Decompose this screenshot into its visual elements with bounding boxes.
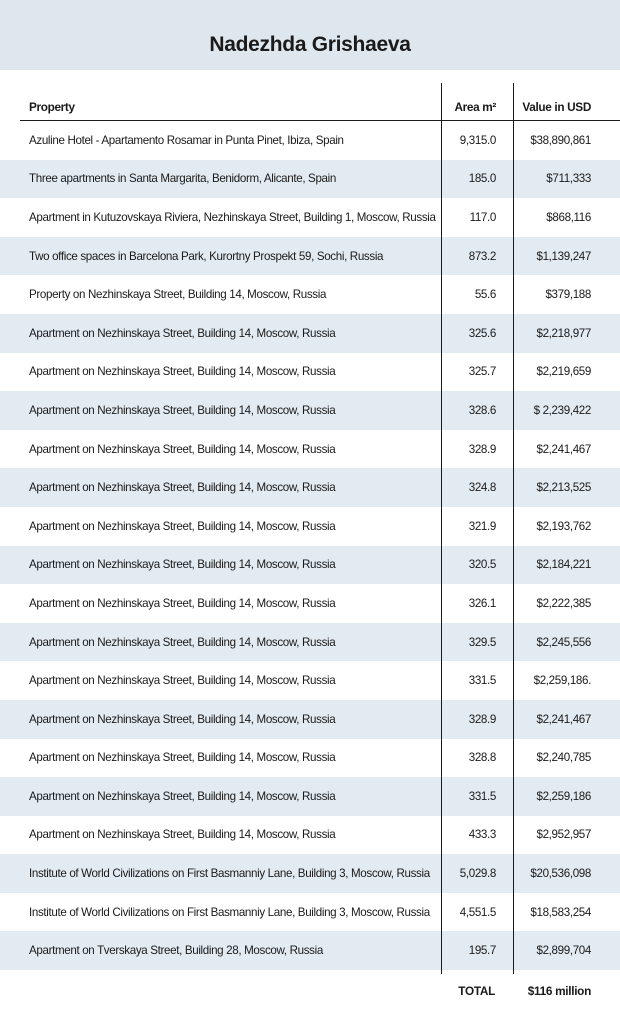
value-cell: $711,333 — [546, 172, 591, 186]
property-table — [0, 83, 620, 970]
property-cell: Apartment on Nezhinskaya Street, Building 14, Moscow, Russia — [29, 481, 336, 495]
total-row — [0, 984, 620, 998]
table-row — [0, 237, 620, 276]
value-cell: $18,583,254 — [530, 905, 591, 919]
value-cell: $2,222,385 — [536, 596, 591, 610]
value-cell: $2,193,762 — [536, 519, 591, 533]
value-cell: $2,184,221 — [536, 558, 591, 572]
property-cell: Two office spaces in Barcelona Park, Kurortny Prospekt 59, Sochi, Russia — [29, 249, 384, 263]
table-row — [0, 430, 620, 469]
value-cell: $2,259,186. — [533, 674, 591, 688]
table-row — [0, 623, 620, 662]
property-cell: Apartment on Nezhinskaya Street, Building 14, Moscow, Russia — [29, 751, 336, 765]
area-cell: 4,551.5 — [459, 905, 496, 919]
header-property: Property — [29, 100, 75, 114]
area-cell: 328.8 — [468, 751, 496, 765]
property-cell: Apartment on Nezhinskaya Street, Building 14, Moscow, Russia — [29, 712, 336, 726]
header-area: Area m² — [454, 100, 496, 114]
value-cell: $2,218,977 — [536, 326, 591, 340]
table-row — [0, 160, 620, 199]
value-cell: $2,219,659 — [536, 365, 591, 379]
table-row — [0, 584, 620, 623]
property-cell: Institute of World Civilizations on First Basmanniy Lane, Building 3, Moscow, Russia — [29, 867, 430, 881]
property-cell: Apartment on Nezhinskaya Street, Building 14, Moscow, Russia — [29, 365, 336, 379]
area-cell: 185.0 — [468, 172, 496, 186]
value-cell: $379,188 — [545, 288, 591, 302]
area-cell: 328.6 — [468, 403, 496, 417]
header-value: Value in USD — [522, 100, 591, 114]
table-row — [0, 121, 620, 160]
property-cell: Apartment on Tverskaya Street, Building 28, Moscow, Russia — [29, 944, 323, 958]
area-cell: 55.6 — [474, 288, 496, 302]
table-row — [0, 854, 620, 893]
property-cell: Apartment on Nezhinskaya Street, Building 14, Moscow, Russia — [29, 326, 336, 340]
value-cell: $2,240,785 — [536, 751, 591, 765]
value-cell: $20,536,098 — [530, 867, 591, 881]
value-cell: $38,890,861 — [530, 133, 591, 147]
area-cell: 324.8 — [468, 481, 496, 495]
property-cell: Apartment on Nezhinskaya Street, Building 14, Moscow, Russia — [29, 828, 336, 842]
value-cell: $2,259,186 — [536, 789, 591, 803]
area-cell: 117.0 — [469, 210, 496, 224]
table-row — [0, 700, 620, 739]
value-cell: $2,245,556 — [536, 635, 591, 649]
area-cell: 9,315.0 — [459, 133, 496, 147]
area-cell: 326.1 — [468, 596, 496, 610]
table-row — [0, 931, 620, 970]
table-row — [0, 661, 620, 700]
page-title: Nadezhda Grishaeva — [209, 33, 411, 56]
value-cell: $2,213,525 — [536, 481, 591, 495]
column-divider-area — [441, 83, 442, 974]
table-row — [0, 275, 620, 314]
table-row — [0, 468, 620, 507]
table-row — [0, 391, 620, 430]
total-value: $116 million — [527, 984, 591, 998]
table-body — [0, 121, 620, 970]
table-row — [0, 739, 620, 778]
area-cell: 325.6 — [468, 326, 496, 340]
table-row — [0, 546, 620, 585]
property-cell: Apartment in Kutuzovskaya Riviera, Nezhinskaya Street, Building 1, Moscow, Russia — [29, 210, 436, 224]
value-cell: $2,241,467 — [536, 442, 591, 456]
property-cell: Apartment on Nezhinskaya Street, Building 14, Moscow, Russia — [29, 558, 336, 572]
value-cell: $ 2,239,422 — [533, 403, 591, 417]
table-header — [0, 83, 620, 120]
property-cell: Three apartments in Santa Margarita, Benidorm, Alicante, Spain — [29, 172, 336, 186]
table-row — [0, 507, 620, 546]
value-cell: $2,952,957 — [536, 828, 591, 842]
value-cell: $1,139,247 — [536, 249, 591, 263]
table-row — [0, 353, 620, 392]
area-cell: 873.2 — [468, 249, 496, 263]
property-cell: Apartment on Nezhinskaya Street, Building 14, Moscow, Russia — [29, 674, 336, 688]
value-cell: $2,241,467 — [536, 712, 591, 726]
area-cell: 5,029.8 — [459, 867, 496, 881]
property-cell: Apartment on Nezhinskaya Street, Building 14, Moscow, Russia — [29, 789, 336, 803]
area-cell: 328.9 — [468, 712, 496, 726]
area-cell: 325.7 — [468, 365, 496, 379]
area-cell: 328.9 — [468, 442, 496, 456]
area-cell: 433.3 — [468, 828, 496, 842]
property-cell: Apartment on Nezhinskaya Street, Building 14, Moscow, Russia — [29, 403, 336, 417]
property-cell: Apartment on Nezhinskaya Street, Building 14, Moscow, Russia — [29, 519, 336, 533]
value-cell: $868,116 — [546, 210, 591, 224]
total-label: TOTAL — [458, 984, 495, 998]
property-cell: Apartment on Nezhinskaya Street, Building 14, Moscow, Russia — [29, 442, 336, 456]
table-row — [0, 816, 620, 855]
area-cell: 331.5 — [468, 674, 496, 688]
table-row — [0, 198, 620, 237]
area-cell: 321.9 — [468, 519, 496, 533]
property-cell: Azuline Hotel - Apartamento Rosamar in Punta Pinet, Ibiza, Spain — [29, 133, 344, 147]
title-bar — [0, 0, 620, 70]
property-cell: Institute of World Civilizations on First Basmanniy Lane, Building 3, Moscow, Russia — [29, 905, 430, 919]
value-cell: $2,899,704 — [536, 944, 591, 958]
property-cell: Property on Nezhinskaya Street, Building 14, Moscow, Russia — [29, 288, 327, 302]
property-cell: Apartment on Nezhinskaya Street, Building 14, Moscow, Russia — [29, 635, 336, 649]
area-cell: 331.5 — [468, 789, 496, 803]
column-divider-value — [513, 83, 514, 974]
area-cell: 329.5 — [468, 635, 496, 649]
area-cell: 195.7 — [468, 944, 496, 958]
area-cell: 320.5 — [468, 558, 496, 572]
table-row — [0, 314, 620, 353]
table-row — [0, 777, 620, 816]
property-cell: Apartment on Nezhinskaya Street, Building 14, Moscow, Russia — [29, 596, 336, 610]
table-row — [0, 893, 620, 932]
